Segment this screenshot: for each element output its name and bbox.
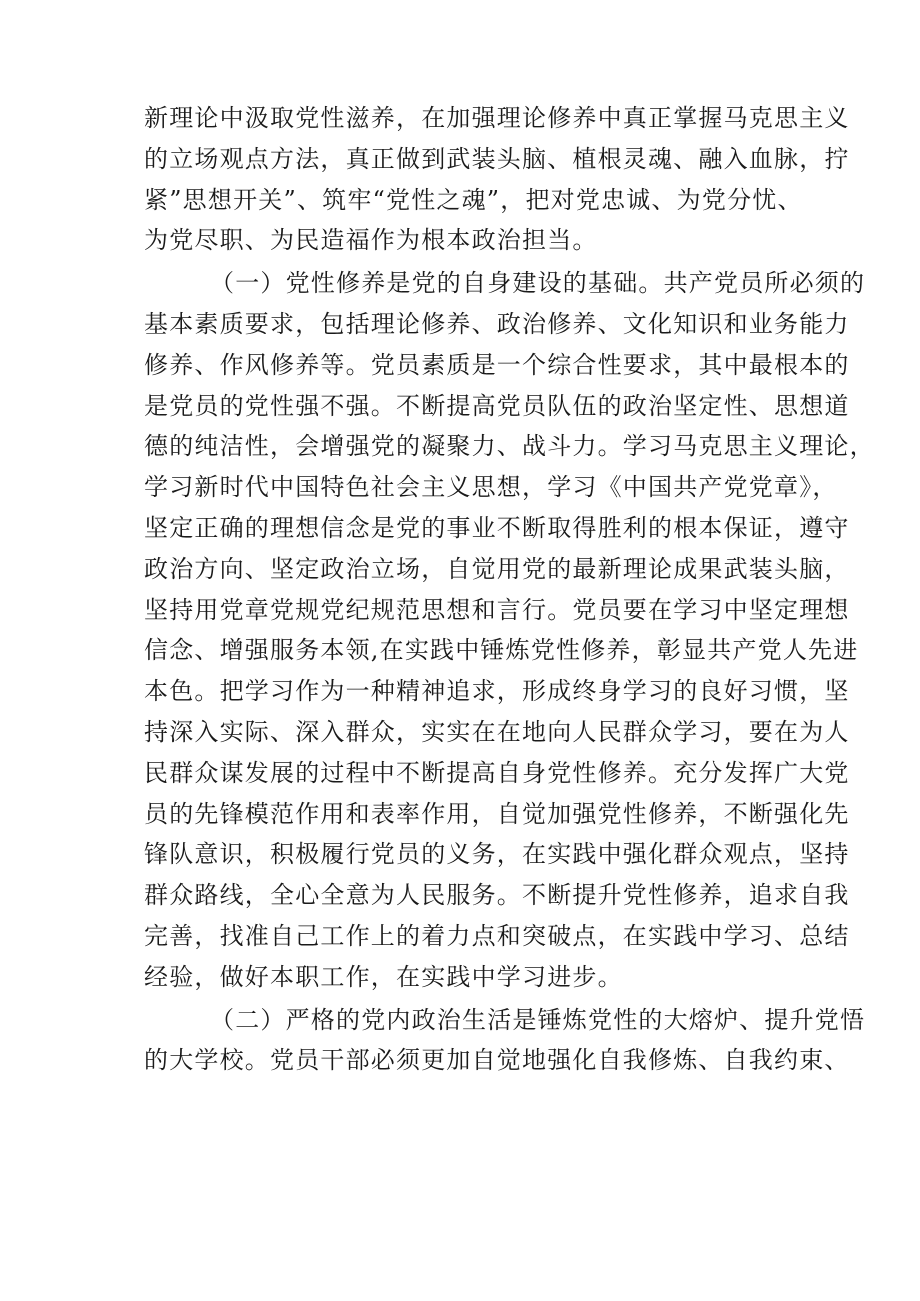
text-line: 完善，找准自己工作上的着力点和突破点，在实践中学习、总结: [144, 921, 850, 950]
continuation-paragraph: [144, 98, 850, 261]
text-line: 群众路线，全心全意为人民服务。不断提升党性修养，追求自我: [144, 881, 850, 910]
text-line: 为党尽职、为民造福作为根本政治担当。: [144, 226, 598, 255]
section-one-paragraph: [144, 263, 875, 997]
document-body: [144, 98, 875, 1081]
section-heading-line: （一）党性修养是党的自身建设的基础。共产党员所必须的: [210, 269, 866, 298]
text-line: 坚持用党章党规党纪规范思想和言行。党员要在学习中坚定理想: [144, 595, 850, 624]
text-line: 新理论中汲取党性滋养，在加强理论修养中真正掌握马克思主义: [144, 104, 850, 132]
text-line: 是党员的党性强不强。不断提高党员队伍的政治坚定性、思想道: [144, 391, 850, 420]
text-line: 员的先锋模范作用和表率作用，自觉加强党性修养，不断强化先: [144, 799, 850, 828]
section-two-paragraph: [144, 1000, 866, 1082]
text-line: 德的纯洁性，会增强党的凝聚力、战斗力。学习马克思主义理论，: [144, 432, 875, 461]
text-line: 基本素质要求，包括理论修养、政治修养、文化知识和业务能力: [144, 309, 850, 338]
text-line: 坚定正确的理想信念是党的事业不断取得胜利的根本保证，遵守: [144, 513, 850, 542]
text-line: 信念、增强服务本领,在实践中锤炼党性修养，彰显共产党人先进: [144, 636, 859, 665]
text-line: 修养、作风修养等。党员素质是一个综合性要求，其中最根本的: [144, 350, 850, 379]
text-line: 的大学校。党员干部必须更加自觉地强化自我修炼、自我约束、: [144, 1046, 850, 1075]
text-line: 本色。把学习作为一种精神追求，形成终身学习的良好习惯，坚: [144, 677, 850, 706]
text-line: 持深入实际、深入群众，实实在在地向人民群众学习，要在为人: [144, 717, 850, 746]
text-line: 学习新时代中国特色社会主义思想，学习《中国共产党党章》，: [144, 473, 838, 502]
text-line: 的立场观点方法，真正做到武装头脑、植根灵魂、融入血脉，拧: [144, 144, 850, 173]
text-line: 政治方向、坚定政治立场，自觉用党的最新理论成果武装头脑，: [144, 554, 850, 583]
text-line: 锋队意识，积极履行党员的义务，在实践中强化群众观点，坚持: [144, 840, 850, 869]
text-line: 民群众谋发展的过程中不断提高自身党性修养。充分发挥广大党: [144, 758, 850, 787]
text-line: 经验，做好本职工作，在实践中学习进步。: [144, 962, 623, 991]
section-heading-line: （二）严格的党内政治生活是锤炼党性的大熔炉、提升党悟: [210, 1005, 866, 1034]
text-line: 紧”思想开关”、筑牢“党性之魂”，把对党忠诚、为党分忧、: [144, 185, 803, 214]
